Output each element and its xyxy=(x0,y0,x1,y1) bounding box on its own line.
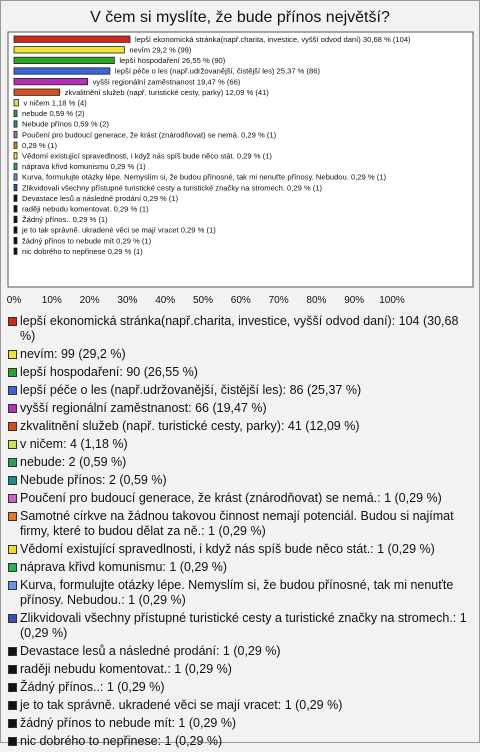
legend-item xyxy=(8,716,473,731)
x-tick-label: 80% xyxy=(306,295,327,306)
x-tick-label: 0% xyxy=(6,295,22,306)
legend-text: Poučení pro budoucí generace, že krást (znárodňovat) se nemá.: 1 (0,29 %) xyxy=(20,491,442,505)
x-tick-label: 70% xyxy=(268,295,289,306)
legend-text: je to tak správně. ukradené věci se mají vracet: 1 (0,29 %) xyxy=(20,698,343,712)
legend-text: lepší hospodaření: 90 (26,55 %) xyxy=(20,365,198,379)
bar-label: 0,29 % (1) xyxy=(22,140,58,150)
legend-text: v ničem: 4 (1,18 %) xyxy=(20,437,128,451)
bar-label: raději nebudu komentovat. 0,29 % (1) xyxy=(22,204,149,214)
bar xyxy=(14,216,17,222)
bar-label: nebude 0,59 % (2) xyxy=(22,109,85,119)
legend-text: lepší péče o les (např.udržovanější, čistější les): 86 (25,37 %) xyxy=(20,383,362,397)
bar-label: v ničem 1,18 % (4) xyxy=(23,98,87,108)
bar xyxy=(14,100,18,106)
legend-item xyxy=(8,578,473,608)
legend-item xyxy=(8,314,473,344)
legend-swatch xyxy=(8,512,17,521)
legend-swatch xyxy=(8,368,17,377)
bar xyxy=(14,184,17,190)
bar-label: Žádný přínos.. 0,29 % (1) xyxy=(22,215,108,225)
legend-swatch xyxy=(8,683,17,692)
x-tick-label: 10% xyxy=(41,295,62,306)
bar-label: Vědomí existující spravedlnosti, i když nás spíš bude něco stát. 0,29 % (1) xyxy=(22,151,272,161)
bar xyxy=(14,110,17,116)
legend-text: raději nebudu komentovat.: 1 (0,29 %) xyxy=(20,662,232,676)
legend-text: Nebude přínos: 2 (0,59 %) xyxy=(20,473,167,487)
legend-text: nebude: 2 (0,59 %) xyxy=(20,455,127,469)
legend-text: Samotné církve na žádnou takovou činnost nemají potenciál. Budou si najímat firmy, které to budou dělat za ně.: 1 (0,29 %) xyxy=(20,509,454,538)
bar xyxy=(14,206,17,212)
legend-text: Vědomí existující spravedlnosti, i když nás spíš bude něco stát.: 1 (0,29 %) xyxy=(20,542,435,556)
legend-item xyxy=(8,560,473,575)
legend-swatch xyxy=(8,665,17,674)
bar-plot xyxy=(0,0,480,312)
legend-item xyxy=(8,455,473,470)
bar-label: lepší ekonomická stránka(např.charita, investice, vyšší odvod daní) 30,68 % (104) xyxy=(134,34,411,44)
bar xyxy=(14,227,17,233)
legend-item xyxy=(8,611,473,641)
legend-swatch xyxy=(8,719,17,728)
bar xyxy=(14,57,114,63)
bar xyxy=(14,131,17,137)
legend-text: Devastace lesů a následné prodání: 1 (0,29 %) xyxy=(20,644,281,658)
bar-label: Devastace lesů a následné prodání 0,29 % (1) xyxy=(22,193,179,203)
bar xyxy=(14,121,17,127)
legend-text: Zlikvidovali všechny přístupné turistické cesty a turistické značky na stromech.: 1 (0,29 %) xyxy=(20,611,467,640)
bar xyxy=(14,142,17,148)
legend-swatch xyxy=(8,581,17,590)
legend-item xyxy=(8,698,473,713)
bar-label: je to tak správně. ukradené věci se mají vracet 0,29 % (1) xyxy=(22,225,216,235)
chart-title: V čem si myslíte, že bude přínos největší? xyxy=(90,9,390,26)
legend-text: vyšší regionální zaměstnanost: 66 (19,47 %) xyxy=(20,401,267,415)
legend-item xyxy=(8,509,473,539)
x-tick-label: 60% xyxy=(230,295,251,306)
legend-text: nevím: 99 (29,2 %) xyxy=(20,347,126,361)
legend-item xyxy=(8,734,473,749)
bar-label: Kurva, formulujte otázky lépe. Nemyslím si, že budou přínosné, tak mi nenuťte přínosy. Nebudou. 0,29 % (1) xyxy=(22,172,387,182)
bar xyxy=(14,47,124,53)
bar-label: nevím 29,2 % (99) xyxy=(129,45,192,55)
legend-swatch xyxy=(8,614,17,623)
x-tick-label: 20% xyxy=(79,295,100,306)
bar xyxy=(14,89,60,95)
legend-item xyxy=(8,491,473,506)
bar-label: zkvalitnění služeb (např. turistické cesty, parky) 12,09 % (41) xyxy=(64,87,269,97)
legend-text: Žádný přínos..: 1 (0,29 %) xyxy=(20,680,165,694)
bar-label: vyšší regionální zaměstnanost 19,47 % (66) xyxy=(92,77,241,87)
legend-swatch xyxy=(8,440,17,449)
legend-item xyxy=(8,662,473,677)
legend-text: nic dobrého to nepřinese: 1 (0,29 %) xyxy=(20,734,223,748)
bar-label: žádný přínos to nebude mít 0,29 % (1) xyxy=(22,236,152,246)
legend-item xyxy=(8,644,473,659)
legend-text: Kurva, formulujte otázky lépe. Nemyslím si, že budou přínosné, tak mi nenuťte přínosy. Nebudou.: 1 (0,29 %) xyxy=(20,578,454,607)
bar-label: lepší hospodaření 26,55 % (90) xyxy=(119,56,226,66)
bar xyxy=(14,153,17,159)
legend-swatch xyxy=(8,386,17,395)
x-tick-label: 50% xyxy=(192,295,214,306)
legend-text: lepší ekonomická stránka(např.charita, investice, vyšší odvod daní): 104 (30,68 %) xyxy=(20,314,459,343)
legend-item xyxy=(8,542,473,557)
bar-label: Poučení pro budoucí generace, že krást (znárodňovat) se nemá. 0,29 % (1) xyxy=(22,130,277,140)
legend-swatch xyxy=(8,458,17,467)
legend-swatch xyxy=(8,317,17,326)
bar-label: Nebude přínos 0,59 % (2) xyxy=(22,119,109,129)
legend-item xyxy=(8,473,473,488)
legend-item xyxy=(8,365,473,380)
legend-item xyxy=(8,437,473,452)
bar xyxy=(14,36,130,42)
legend-swatch xyxy=(8,545,17,554)
x-tick-label: 30% xyxy=(117,295,138,306)
bar xyxy=(14,78,88,84)
legend-text: náprava křivd komunismu: 1 (0,29 %) xyxy=(20,560,228,574)
legend-text: žádný přínos to nebude mít: 1 (0,29 %) xyxy=(20,716,237,730)
bar xyxy=(14,163,17,169)
x-tick-label: 100% xyxy=(379,295,405,306)
x-tick-label: 40% xyxy=(155,295,176,306)
legend-swatch xyxy=(8,350,17,359)
legend-swatch xyxy=(8,404,17,413)
legend-item xyxy=(8,680,473,695)
legend-swatch xyxy=(8,563,17,572)
bar xyxy=(14,237,17,243)
bar xyxy=(14,195,17,201)
bar xyxy=(14,248,17,254)
legend-swatch xyxy=(8,647,17,656)
legend-swatch xyxy=(8,737,17,746)
bar xyxy=(14,68,110,74)
legend-item xyxy=(8,347,473,362)
legend-swatch xyxy=(8,701,17,710)
x-tick-label: 90% xyxy=(344,295,365,306)
bar-label: lepší péče o les (např.udržovanější, čistější les) 25,37 % (86) xyxy=(114,66,321,76)
legend-item xyxy=(8,401,473,416)
legend-swatch xyxy=(8,422,17,431)
bar-label: Zlikvidovali všechny přístupné turistické cesty a turistické značky na stromech. 0,29 % (1) xyxy=(22,183,323,193)
legend-text: zkvalitnění služeb (např. turistické cesty, parky): 41 (12,09 %) xyxy=(20,419,360,433)
bar-label: náprava křivd komunismu 0,29 % (1) xyxy=(22,162,146,172)
legend-item xyxy=(8,383,473,398)
legend-swatch xyxy=(8,476,17,485)
legend xyxy=(8,314,473,752)
bar xyxy=(14,174,17,180)
legend-swatch xyxy=(8,494,17,503)
bar-label: nic dobrého to nepřinese 0,29 % (1) xyxy=(22,246,143,256)
legend-item xyxy=(8,419,473,434)
